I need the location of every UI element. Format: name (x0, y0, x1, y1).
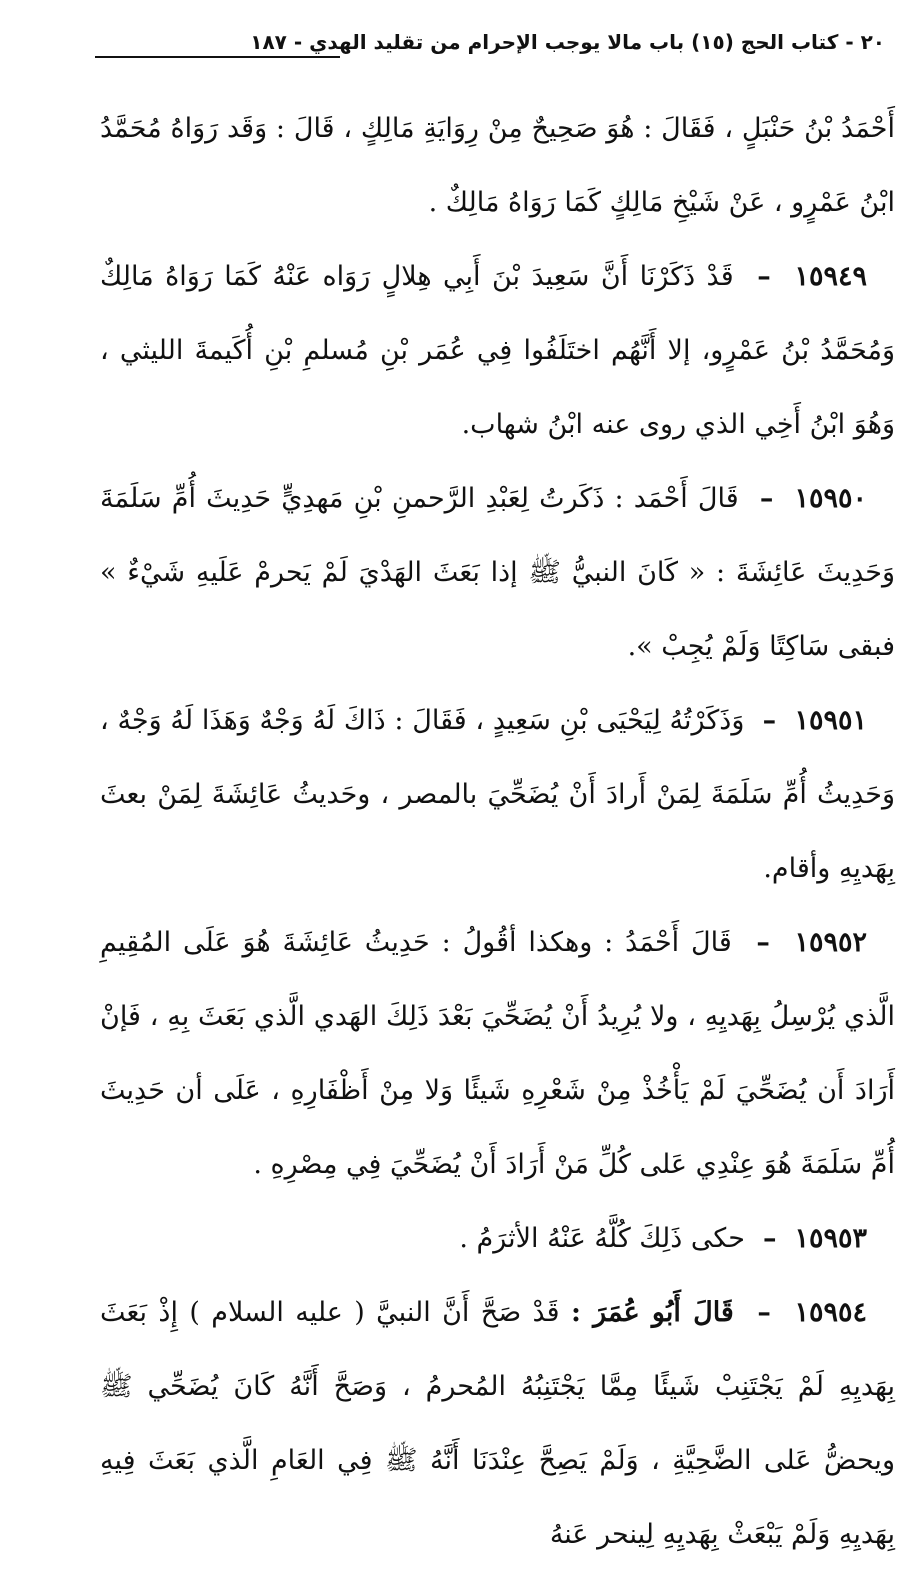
number-dash: – (753, 1223, 786, 1254)
paragraph-15949 (100, 240, 895, 462)
paragraph-15954 (100, 1276, 895, 1572)
paragraph-continuation (100, 92, 895, 240)
header-rule (95, 56, 340, 58)
paragraph-number: ١٥٩٥١ (794, 705, 867, 736)
paragraph-15950 (100, 462, 895, 684)
paragraph-text: قَالَ أَحْمَدُ : وهكذا أقُولُ : حَدِيثُ عَائِشَةَ هُوَ عَلَى المُقِيمِ الَّذي يُرْسِلُ بِهَديِهِ ، ولا يُرِيدُ أَنْ يُضَحِّيَ بَعْدَ ذَلِكَ الهَدي الَّذي بَعَثَ بِهِ ، فَإنْ أَرَادَ أَن يُضَحِّيَ لَمْ يَأْخُذْ مِنْ شَعْرِهِ شَيئًا وَلا مِنْ أَظْفَارِهِ ، عَلَى أن حَدِيثَ أُمِّ سَلَمَةَ هُوَ عِنْدِي عَلى كُلِّ مَنْ أَرَادَ أَنْ يُضَحِّيَ فِي مِصْرِهِ . (100, 927, 895, 1180)
paragraph-text: وَذَكَرْتُهُ لِيَحْيَى بْنِ سَعِيدٍ ، فَقَالَ : ذَاكَ لَهُ وَجْهٌ وَهَذَا لَهُ وَجْهٌ ، وَحَدِيثُ أُمِّ سَلَمَةَ لِمَنْ أَرادَ أَنْ يُضَحِّيَ بالمصر ، وحَديثُ عَائِشَةَ لِمَنْ بعثَ بِهَديِهِ وأقام. (100, 705, 895, 884)
paragraph-text: أَحْمَدُ بْنُ حَنْبَلٍ ، فَقَالَ : هُوَ صَحِيحٌ مِنْ رِوَايَةِ مَالِكٍ ، قَالَ : وَقَد رَوَاهُ مُحَمَّدُ ابْنُ عَمْرٍو ، عَنْ شَيْخِ مَالِكٍ كَمَا رَوَاهُ مَالِكٌ . (100, 113, 895, 218)
number-dash: – (748, 483, 785, 514)
number-dash: – (745, 261, 784, 292)
paragraph-15953 (100, 1202, 895, 1276)
main-text (100, 92, 895, 1572)
paragraph-number: ١٥٩٥٢ (794, 927, 867, 958)
running-title: ٢٠ - كتاب الحج (١٥) باب مالا يوجب الإحرام من تقليد الهدي - ١٨٧ (250, 30, 885, 54)
paragraph-15951 (100, 684, 895, 906)
paragraph-number: ١٥٩٥٤ (794, 1297, 867, 1328)
number-dash: – (743, 927, 783, 958)
number-dash: – (753, 705, 786, 736)
page-header (95, 26, 885, 66)
paragraph-number: ١٥٩٥٠ (794, 483, 867, 514)
paragraph-number: ١٥٩٤٩ (794, 261, 867, 292)
speaker-label: قَالَ أَبُو عُمَرَ : (570, 1297, 734, 1328)
paragraph-text: قَالَ أَحْمَد : ذَكَرتُ لِعَبْدِ الرَّحمنِ بْنِ مَهدِيٍّ حَدِيثَ أُمِّ سَلَمَةَ وَحَدِيثَ عَائِشَةَ : « كَانَ النبيُّ ﷺ إذا بَعَثَ الهَدْيَ لَمْ يَحرمْ عَلَيهِ شَيْءٌ » فبقى سَاكِتًا وَلَمْ يُجِبْ ». (100, 483, 895, 662)
number-dash: – (745, 1297, 784, 1328)
paragraph-number: ١٥٩٥٣ (794, 1223, 867, 1254)
paragraph-15952 (100, 906, 895, 1202)
paragraph-text: قَدْ صَحَّ أَنَّ النبيَّ ( عليه السلام ) إِذْ بَعَثَ بِهَديِهِ لَمْ يَجْتَنِبْ شَيئًا مِمَّا يَجْتَنِبُهُ المُحرمُ ، وَصَحَّ أَنَّهُ كَانَ يُضَحِّي ﷺ ويحضُّ عَلى الضَّحِيَّةِ ، وَلَمْ يَصِحَّ عِنْدَنَا أَنَّهُ ﷺ فِي العَامِ الَّذي بَعَثَ فِيهِ بِهَديِهِ وَلَمْ يَبْعَثْ بِهَديِهِ لِينحر عَنهُ (100, 1297, 895, 1550)
paragraph-text: حكى ذَلِكَ كُلَّهُ عَنْهُ الأثرَمُ . (459, 1223, 745, 1254)
paragraph-text: قَدْ ذَكَرْنَا أَنَّ سَعِيدَ بْنَ أَبِي هِلالٍ رَوَاه عَنْهُ كَمَا رَوَاهُ مَالِكٌ وَمُحَمَّدُ بْنُ عَمْرٍو، إلا أَنَّهُم اختَلَفُوا فِي عُمَر بْنِ مُسلمِ بْنِ أُكَيمةَ الليثي ، وَهُوَ ابْنُ أَخِي الذي روى عنه ابْنُ شهاب. (100, 261, 895, 440)
